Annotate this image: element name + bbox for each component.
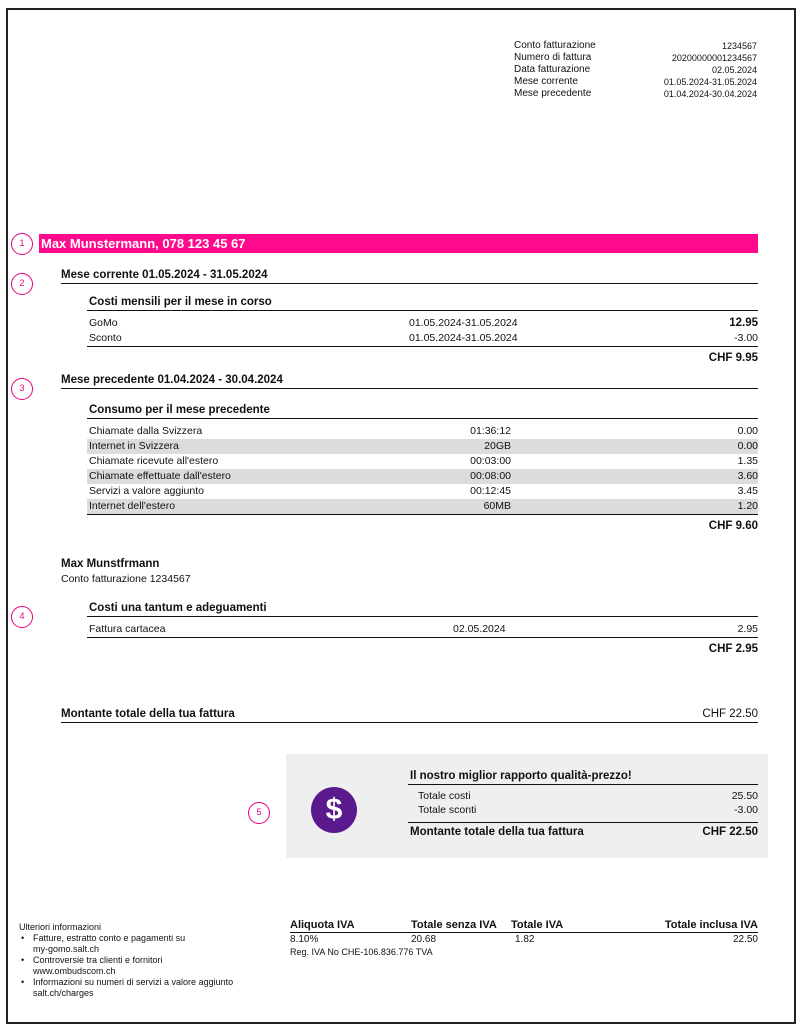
divider bbox=[87, 514, 758, 515]
divider bbox=[61, 722, 758, 723]
account-number: Conto fatturazione 1234567 bbox=[61, 573, 191, 585]
divider bbox=[87, 418, 758, 419]
vat-registration: Reg. IVA No CHE-106.836.776 TVA bbox=[290, 947, 433, 957]
divider bbox=[61, 283, 758, 284]
promo-total-value: CHF 22.50 bbox=[702, 826, 758, 838]
section-marker-3: 3 bbox=[11, 378, 33, 400]
account-holder-name: Max Munstfrmann bbox=[61, 558, 160, 570]
more-info bbox=[19, 922, 269, 999]
meta-row: Data fatturazione 02.05.2024 bbox=[514, 64, 757, 75]
section-marker-4: 4 bbox=[11, 606, 33, 628]
vat-value-row: 8.10% 20.68 1.82 22.50 bbox=[290, 934, 758, 945]
info-link[interactable]: salt.ch/charges bbox=[33, 988, 94, 998]
divider bbox=[87, 616, 758, 617]
divider bbox=[87, 637, 758, 638]
vat-table bbox=[290, 918, 758, 958]
grand-total-value: CHF 22.50 bbox=[702, 708, 758, 720]
one-time-total: CHF 2.95 bbox=[708, 643, 758, 655]
table-row: Totale costi 25.50 bbox=[418, 790, 758, 802]
current-month-heading: Mese corrente 01.05.2024 - 31.05.2024 bbox=[61, 269, 268, 281]
table-row: Chiamate ricevute all'estero 00:03:00 1.35 bbox=[89, 455, 758, 467]
section-marker-5: 5 bbox=[248, 802, 270, 824]
table-row: Totale sconti -3.00 bbox=[418, 804, 758, 816]
divider bbox=[87, 310, 758, 311]
previous-month-subheading: Consumo per il mese precedente bbox=[89, 404, 270, 416]
usage-table bbox=[87, 424, 758, 514]
info-link[interactable]: www.ombudscom.ch bbox=[33, 966, 116, 976]
invoice-meta bbox=[514, 40, 757, 100]
meta-row: Mese precedente 01.04.2024-30.04.2024 bbox=[514, 88, 757, 99]
table-row: Chiamate effettuate dall'estero 00:08:00 3.60 bbox=[89, 470, 758, 482]
list-item: • Informazioni su numeri di servizi a valore aggiunto salt.ch/charges bbox=[19, 977, 269, 999]
table-row: GoMo 01.05.2024-31.05.2024 12.95 bbox=[89, 317, 758, 329]
table-row: Chiamate dalla Svizzera 01:36:12 0.00 bbox=[89, 425, 758, 437]
meta-row: Conto fatturazione 1234567 bbox=[514, 40, 757, 51]
promo-title: Il nostro miglior rapporto qualità-prezzo! bbox=[410, 770, 632, 782]
promo-box bbox=[286, 754, 768, 858]
divider bbox=[87, 346, 758, 347]
promo-table bbox=[408, 789, 758, 817]
current-month-subheading: Costi mensili per il mese in corso bbox=[89, 296, 272, 308]
current-month-table bbox=[87, 316, 758, 346]
dollar-icon: $ bbox=[311, 787, 357, 833]
invoice-page bbox=[6, 8, 796, 1024]
divider bbox=[408, 822, 758, 823]
more-info-title: Ulteriori informazioni bbox=[19, 922, 102, 932]
one-time-subheading: Costi una tantum e adeguamenti bbox=[89, 602, 267, 614]
promo-total-label: Montante totale della tua fattura bbox=[410, 826, 584, 838]
more-info-list bbox=[19, 933, 269, 999]
vat-header-row: Aliquota IVA Totale senza IVA Totale IVA Totale inclusa IVA bbox=[290, 919, 758, 931]
list-item: • Controversie tra clienti e fornitori www.ombudscom.ch bbox=[19, 955, 269, 977]
meta-row: Numero di fattura 20200000001234567 bbox=[514, 52, 757, 63]
list-item: • Fatture, estratto conto e pagamenti su my-gomo.salt.ch bbox=[19, 933, 269, 955]
current-month-total: CHF 9.95 bbox=[708, 352, 758, 364]
section-marker-1: 1 bbox=[11, 233, 33, 255]
table-row: Fattura cartacea 02.05.2024 2.95 bbox=[89, 623, 758, 635]
previous-month-heading: Mese precedente 01.04.2024 - 30.04.2024 bbox=[61, 374, 283, 386]
meta-row: Mese corrente 01.05.2024-31.05.2024 bbox=[514, 76, 757, 87]
table-row: Sconto 01.05.2024-31.05.2024 -3.00 bbox=[89, 332, 758, 344]
table-row: Servizi a valore aggiunto 00:12:45 3.45 bbox=[89, 485, 758, 497]
divider bbox=[408, 784, 758, 785]
info-link[interactable]: my-gomo.salt.ch bbox=[33, 944, 100, 954]
table-row: Internet in Svizzera 20GB 0.00 bbox=[89, 440, 758, 452]
customer-banner: Max Munstermann, 078 123 45 67 bbox=[39, 234, 758, 253]
divider bbox=[61, 388, 758, 389]
table-row: Internet dell'estero 60MB 1.20 bbox=[89, 500, 758, 512]
section-marker-2: 2 bbox=[11, 273, 33, 295]
one-time-table bbox=[87, 622, 758, 637]
previous-month-total: CHF 9.60 bbox=[708, 520, 758, 532]
grand-total-label: Montante totale della tua fattura bbox=[61, 708, 235, 720]
